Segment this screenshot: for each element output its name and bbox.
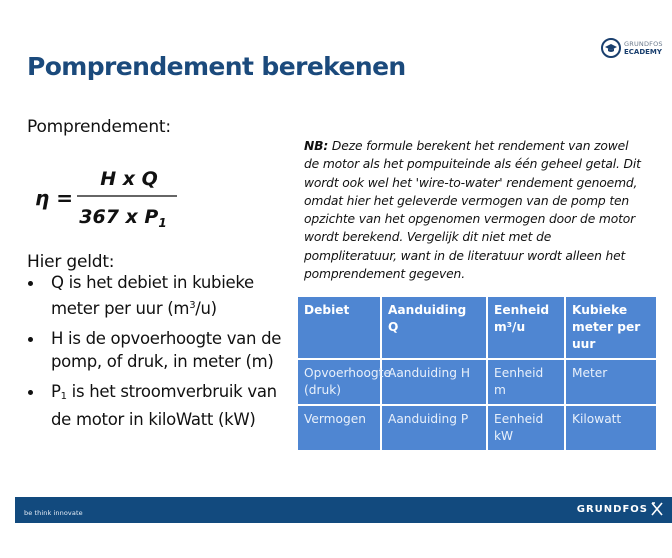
- table-cell: Eenheid m³/u: [487, 296, 565, 359]
- definitions-list: [27, 272, 287, 439]
- list-item: H is de opvoerhoogte van de pomp, of druk, in meter (m): [27, 328, 287, 373]
- brand-logo-text: GRUNDFOS: [576, 504, 648, 515]
- table-cell: Aanduiding Q: [381, 296, 487, 359]
- formula-denominator: 367 x $P_1$: [79, 206, 167, 230]
- note-text: NB: Deze formule berekent het rendement van zowel de motor als het pompuiteinde als één geheel getal. Dit wordt ook wel het 'wire-to-water' rendement genoemd, omdat hier het geleverde vermogen van de pomp ten opzichte van het opgenomen vermogen door de motor wordt berekend. Vergelijk dit niet met de pompliteratuur, want in de literatuur wordt alleen het pomprendement gegeven.: [304, 139, 641, 282]
- formula-symbol: η =: [35, 186, 73, 210]
- table-cell: Kubieke meter per uur: [565, 296, 657, 359]
- table-cell: Opvoerhoogte (druk): [297, 359, 381, 405]
- definitions-label: Hier geldt:: [27, 252, 115, 272]
- bullet-icon: [28, 281, 33, 286]
- table-row: [297, 359, 657, 405]
- table-cell: Kilowatt: [565, 405, 657, 451]
- list-item: $P_1$ is het stroomverbruik van de motor in kiloWatt (kW): [27, 381, 287, 431]
- table-cell: Debiet: [297, 296, 381, 359]
- table-cell: Eenheid kW: [487, 405, 565, 451]
- section-subtitle: Pomprendement:: [27, 117, 171, 137]
- grundfos-x-icon: [650, 502, 664, 516]
- academy-logo-line1: GRUNDFOS: [624, 40, 663, 48]
- page-title: Pomprendement berekenen: [27, 52, 406, 81]
- academy-logo: [601, 36, 663, 60]
- list-item: Q is het debiet in kubieke meter per uur $(m^3/u)$: [27, 272, 287, 320]
- bullet-icon: [28, 337, 33, 342]
- table-cell: Eenheid m: [487, 359, 565, 405]
- table-cell: Meter: [565, 359, 657, 405]
- table-row: [297, 296, 657, 359]
- note-label: NB:: [304, 139, 329, 153]
- formula-numerator: H x Q: [100, 168, 158, 190]
- footer-tagline: be think innovate: [24, 509, 83, 517]
- table-row: [297, 405, 657, 451]
- footer-bar: [15, 497, 672, 523]
- graduation-cap-icon: [601, 38, 621, 58]
- table-cell: Aanduiding P: [381, 405, 487, 451]
- units-table: [296, 295, 658, 452]
- table-cell: Vermogen: [297, 405, 381, 451]
- table-cell: Aanduiding H: [381, 359, 487, 405]
- bullet-icon: [28, 390, 33, 395]
- academy-logo-line2: ECADEMY: [624, 48, 662, 56]
- fraction-bar: [77, 195, 177, 197]
